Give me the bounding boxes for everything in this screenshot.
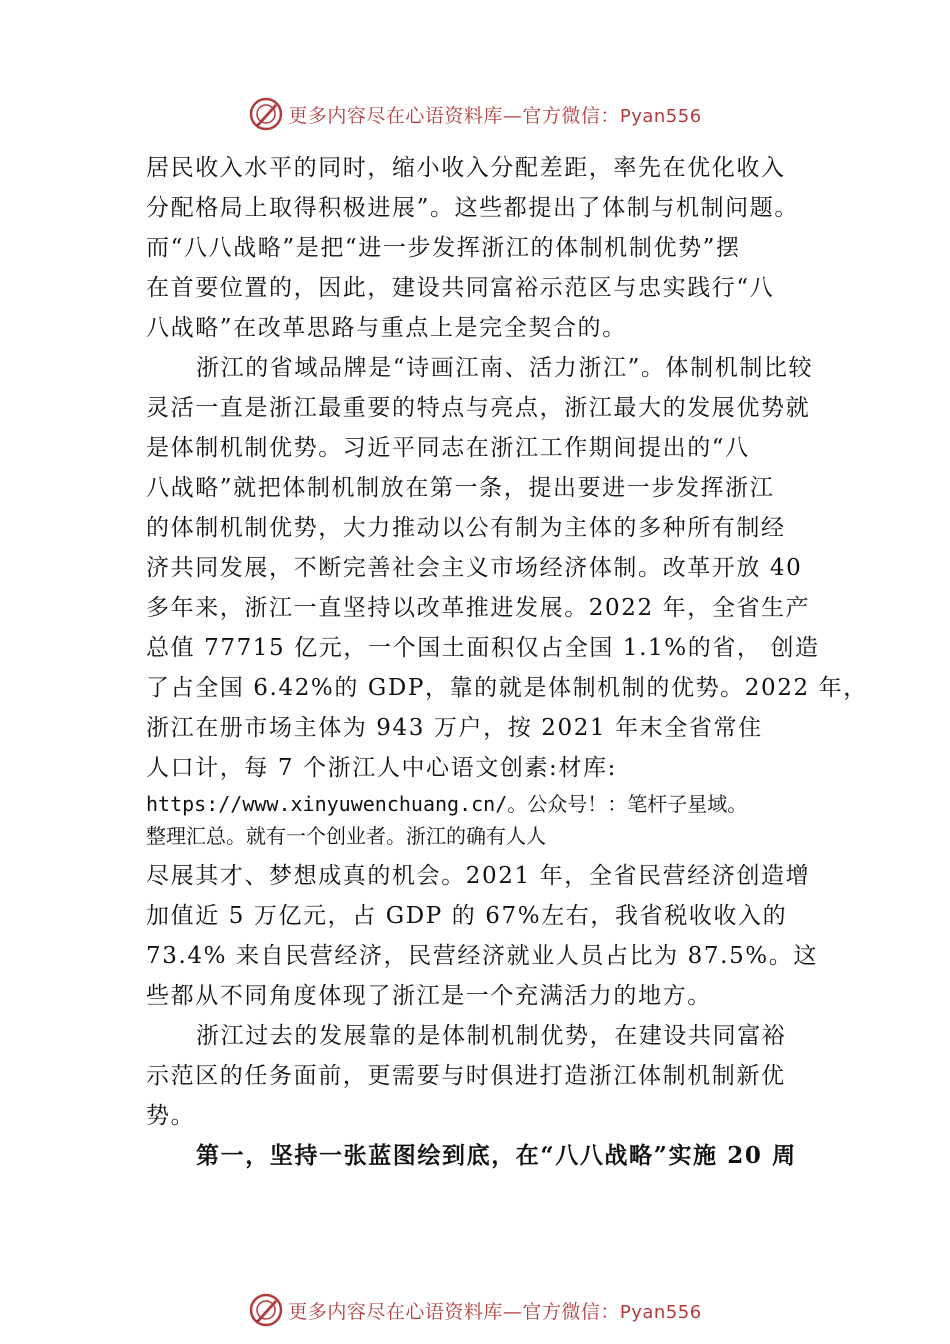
footer-banner — [0, 1290, 950, 1330]
wechat-id: Pyan556 — [619, 1301, 702, 1323]
text-line: 分配格局上取得积极进展”。这些都提出了体制与机制问题。 — [146, 195, 799, 221]
inserted-source-line: https://www.xinyuwenchuang.cn/。公众号！：笔杆子星域。 — [146, 792, 748, 816]
text-line: 八战略”就把体制机制放在第一条，提出要进一步发挥浙江 — [146, 475, 775, 501]
inserted-source-line: 整理汇总。就有一个创业者。浙江的确有人人 — [146, 824, 546, 848]
text-line: 是体制机制优势。习近平同志在浙江工作期间提出的“八 — [146, 435, 750, 461]
text-line: 总值 77715 亿元，一个国土面积仅占全国 1.1%的省， 创造 — [146, 635, 820, 661]
text-line: 加值近 5 万亿元，占 GDP 的 67%左右，我省税收收入的 — [146, 903, 788, 929]
text-line: 在首要位置的，因此，建设共同富裕示范区与忠实践行“八 — [146, 275, 775, 301]
text-line: 八战略”在改革思路与重点上是完全契合的。 — [146, 315, 627, 341]
text-line: 势。 — [146, 1103, 196, 1129]
footer-banner-text: 更多内容尽在心语资料库—官方微信：Pyan556 — [288, 1300, 702, 1323]
text-line: 了占全国 6.42%的 GDP，靠的就是体制机制的优势。2022 年， — [146, 675, 868, 701]
paragraph-start-line: 浙江过去的发展靠的是体制机制优势，在建设共同富裕 — [196, 1023, 787, 1049]
text-line: 居民收入水平的同时，缩小收入分配差距，率先在优化收入 — [146, 155, 786, 181]
header-banner-text: 更多内容尽在心语资料库—官方微信：Pyan556 — [288, 104, 702, 127]
text-line: 73.4% 来自民营经济，民营经济就业人员占比为 87.5%。这 — [146, 943, 818, 969]
header-banner — [0, 94, 950, 134]
paragraph-start-line: 浙江的省域品牌是“诗画江南、活力浙江”。体制机制比较 — [196, 355, 814, 381]
text-line: 浙江在册市场主体为 943 万户，按 2021 年末全省常住 — [146, 715, 763, 741]
wechat-id: Pyan556 — [619, 105, 702, 127]
pen-logo-icon — [248, 96, 284, 132]
text-line: 人口计，每 7 个浙江人中心语文创素:材库: — [146, 755, 617, 781]
section-heading-line: 第一，坚持一张蓝图绘到底，在“八八战略”实施 20 周 — [196, 1142, 797, 1169]
text-line: 灵活一直是浙江最重要的特点与亮点，浙江最大的发展优势就 — [146, 395, 811, 421]
text-line: 尽展其才、梦想成真的机会。2021 年，全省民营经济创造增 — [146, 863, 811, 889]
document-body — [146, 148, 868, 1176]
text-line: 的体制机制优势，大力推动以公有制为主体的多种所有制经 — [146, 515, 786, 541]
text-line: 多年来，浙江一直坚持以改革推进发展。2022 年，全省生产 — [146, 595, 811, 621]
pen-logo-icon — [248, 1292, 284, 1328]
text-line: 示范区的任务面前，更需要与时俱进打造浙江体制机制新优 — [146, 1063, 786, 1089]
text-line: 而“八八战略”是把“进一步发挥浙江的体制机制优势”摆 — [146, 235, 741, 261]
text-line: 济共同发展，不断完善社会主义市场经济体制。改革开放 40 — [146, 555, 803, 581]
text-line: 些都从不同角度体现了浙江是一个充满活力的地方。 — [146, 983, 712, 1009]
